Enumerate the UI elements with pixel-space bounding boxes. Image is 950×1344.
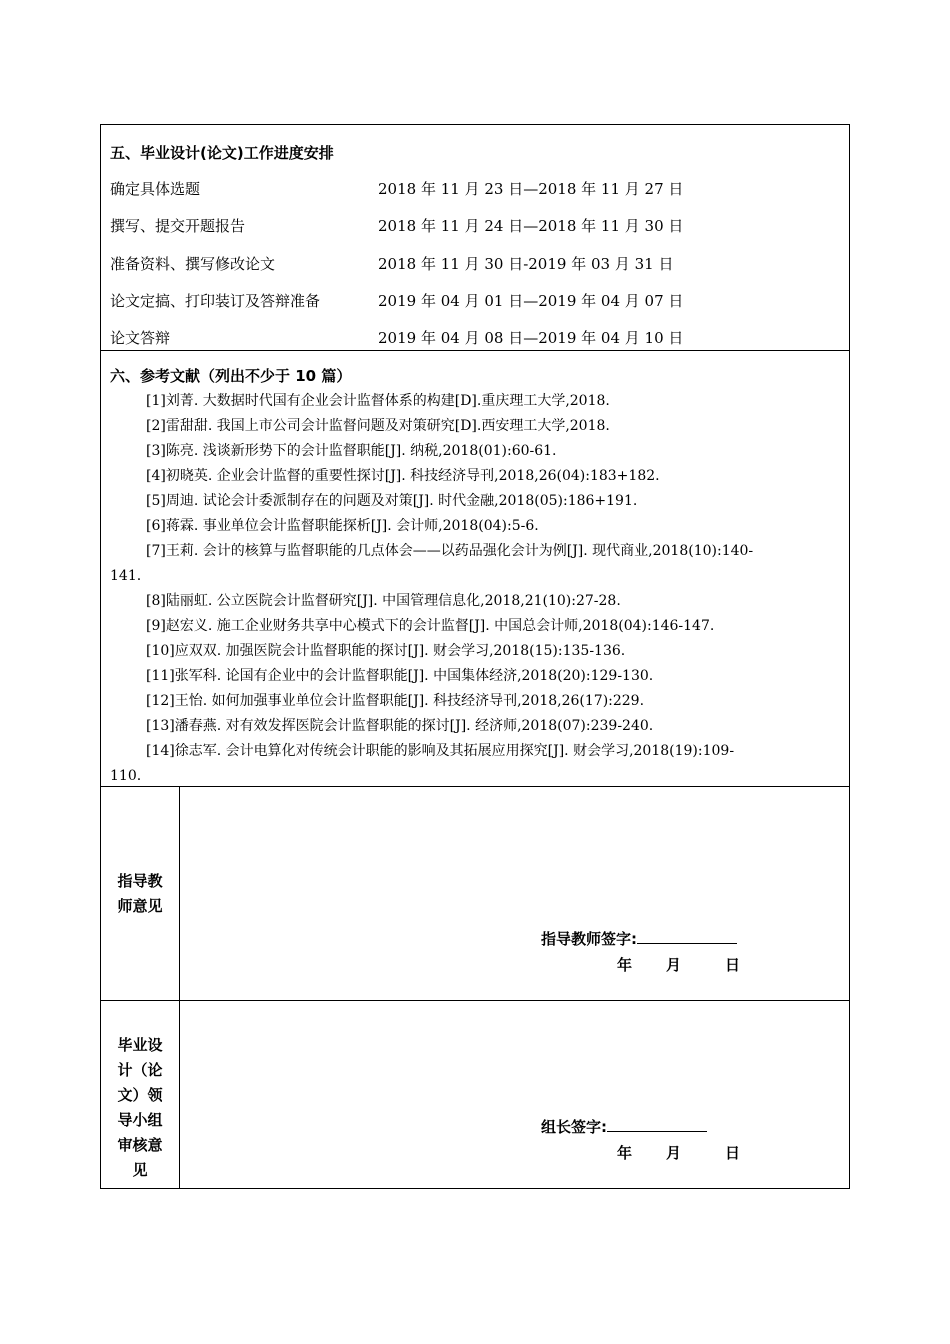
advisor-date: [617, 954, 740, 975]
reference-list: [110, 389, 840, 789]
reference-item: [14]徐志军. 会计电算化对传统会计职能的影响及其拓展应用探究[J]. 财会学习,2018(19):109-110.: [110, 743, 735, 784]
form-table: [100, 124, 850, 1189]
schedule-task: 论文答辩: [110, 329, 171, 347]
committee-date: [617, 1142, 740, 1163]
advisor-opinion-label: 指导教师意见: [117, 872, 163, 915]
divider: [101, 1000, 849, 1001]
reference-item: [2]雷甜甜. 我国上市公司会计监督问题及对策研究[D].西安理工大学,2018.: [146, 418, 610, 434]
month-label: 月: [666, 1144, 682, 1162]
reference-item: [11]张军科. 论国有企业中的会计监督职能[J]. 中国集体经济,2018(20):129-130.: [146, 668, 654, 684]
reference-item: [4]初晓英. 企业会计监督的重要性探讨[J]. 科技经济导刊,2018,26(04):183+182.: [146, 468, 660, 484]
schedule-task: 撰写、提交开题报告: [110, 217, 246, 235]
reference-item: [8]陆丽虹. 公立医院会计监督研究[J]. 中国管理信息化,2018,21(10):27-28.: [146, 593, 621, 609]
schedule-date: 2018 年 11 月 30 日-2019 年 03 月 31 日: [378, 255, 674, 273]
month-label: 月: [666, 956, 682, 974]
schedule-task: 论文定搞、打印装订及答辩准备: [110, 292, 321, 310]
schedule-date: 2019 年 04 月 01 日—2019 年 04 月 07 日: [378, 292, 684, 310]
divider: [101, 786, 849, 787]
reference-item: [6]蒋霖. 事业单位会计监督职能探析[J]. 会计师,2018(04):5-6.: [146, 518, 539, 534]
day-label: 日: [725, 1144, 741, 1162]
schedule-task: 准备资料、撰写修改论文: [110, 255, 276, 273]
schedule-date: 2018 年 11 月 23 日—2018 年 11 月 27 日: [378, 180, 684, 198]
committee-signature-line[interactable]: [607, 1117, 707, 1132]
advisor-signature-line[interactable]: [637, 929, 737, 944]
advisor-signature[interactable]: [541, 928, 737, 949]
schedule-title: 五、毕业设计(论文)工作进度安排: [110, 144, 334, 162]
committee-signature[interactable]: [541, 1116, 707, 1137]
schedule-date: 2019 年 04 月 08 日—2019 年 04 月 10 日: [378, 329, 684, 347]
reference-item: [1]刘菁. 大数据时代国有企业会计监督体系的构建[D].重庆理工大学,2018.: [146, 393, 610, 409]
schedule-date: 2018 年 11 月 24 日—2018 年 11 月 30 日: [378, 217, 684, 235]
reference-item: [12]王怡. 如何加强事业单位会计监督职能[J]. 科技经济导刊,2018,26(17):229.: [146, 693, 645, 709]
schedule-task: 确定具体选题: [110, 180, 201, 198]
committee-signature-label: 组长签字:: [541, 1118, 607, 1136]
label-column-divider: [179, 786, 180, 1189]
reference-item: [9]赵宏义. 施工企业财务共享中心模式下的会计监督[J]. 中国总会计师,2018(04):146-147.: [146, 618, 715, 634]
reference-item: [7]王莉. 会计的核算与监督职能的几点体会——以药品强化会计为例[J]. 现代商业,2018(10):140-141.: [110, 543, 754, 584]
references-title: 六、参考文献（列出不少于 10 篇）: [110, 367, 352, 385]
divider: [101, 350, 849, 351]
reference-item: [5]周迪. 试论会计委派制存在的问题及对策[J]. 时代金融,2018(05):186+191.: [146, 493, 638, 509]
year-label: 年: [617, 956, 633, 974]
reference-item: [3]陈亮. 浅谈新形势下的会计监督职能[J]. 纳税,2018(01):60-61.: [146, 443, 557, 459]
year-label: 年: [617, 1144, 633, 1162]
day-label: 日: [725, 956, 741, 974]
reference-item: [10]应双双. 加强医院会计监督职能的探讨[J]. 财会学习,2018(15):135-136.: [146, 643, 626, 659]
committee-opinion-label: 毕业设计（论文）领导小组审核意见: [117, 1036, 163, 1179]
advisor-signature-label: 指导教师签字:: [541, 930, 637, 948]
reference-item: [13]潘春燕. 对有效发挥医院会计监督职能的探讨[J]. 经济师,2018(07):239-240.: [146, 718, 654, 734]
